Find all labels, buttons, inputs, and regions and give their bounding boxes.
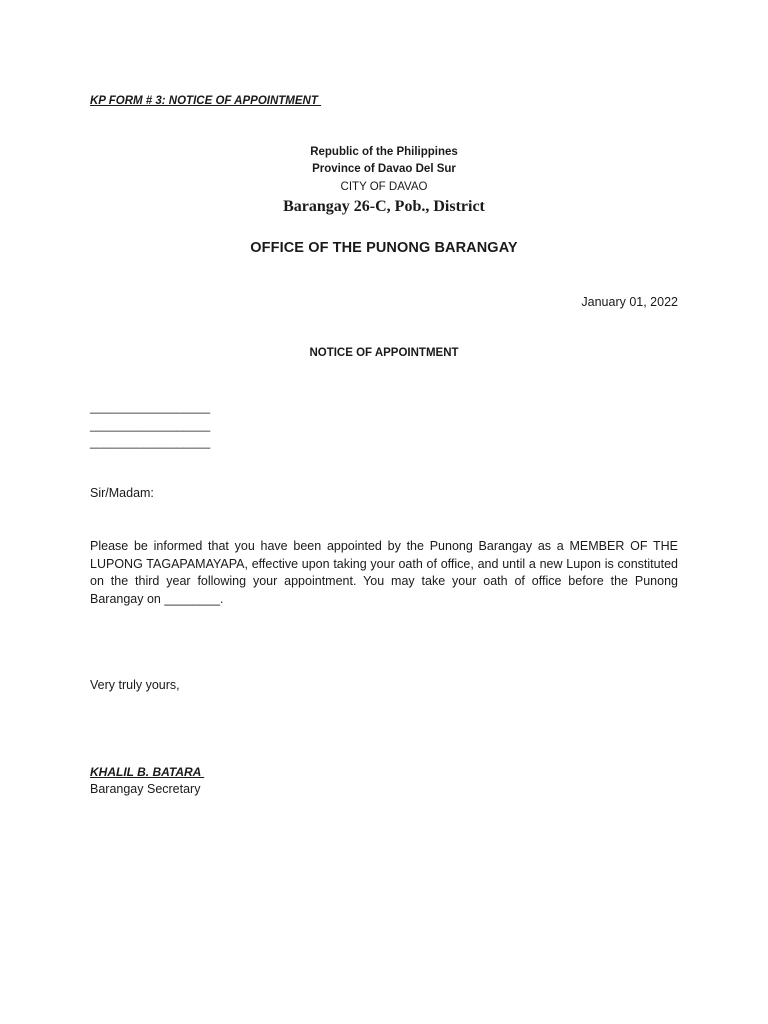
- salutation: Sir/Madam:: [90, 486, 154, 500]
- notice-title: NOTICE OF APPOINTMENT: [309, 347, 459, 359]
- letterhead-republic: Republic of the Philippines: [310, 146, 458, 158]
- closing: Very truly yours,: [90, 678, 180, 692]
- letter-date: January 01, 2022: [581, 295, 678, 309]
- letterhead-city: CITY OF DAVAO: [340, 181, 428, 193]
- body-paragraph: Please be informed that you have been appointed by the Punong Barangay as a MEMBER OF THE LUPONG TAGAPAMAYAPA, effective upon taking your oath of office, and until a new Lupon is constituted on the third year following your appointment. You may take your oath of office before the Punong Barangay on ________.: [90, 539, 678, 606]
- signatory-name: KHALIL B. BATARA: [90, 765, 205, 779]
- signatory-position: Barangay Secretary: [90, 782, 201, 796]
- addressee-line-1: __________________: [90, 400, 211, 414]
- addressee-line-2: __________________: [90, 418, 211, 432]
- letterhead-barangay: Barangay 26-C, Pob., District: [283, 198, 485, 215]
- letterhead-office: OFFICE OF THE PUNONG BARANGAY: [250, 240, 518, 256]
- letterhead-province: Province of Davao Del Sur: [312, 163, 456, 175]
- addressee-line-3: __________________: [90, 435, 211, 449]
- form-title: KP FORM # 3: NOTICE OF APPOINTMENT: [90, 95, 322, 107]
